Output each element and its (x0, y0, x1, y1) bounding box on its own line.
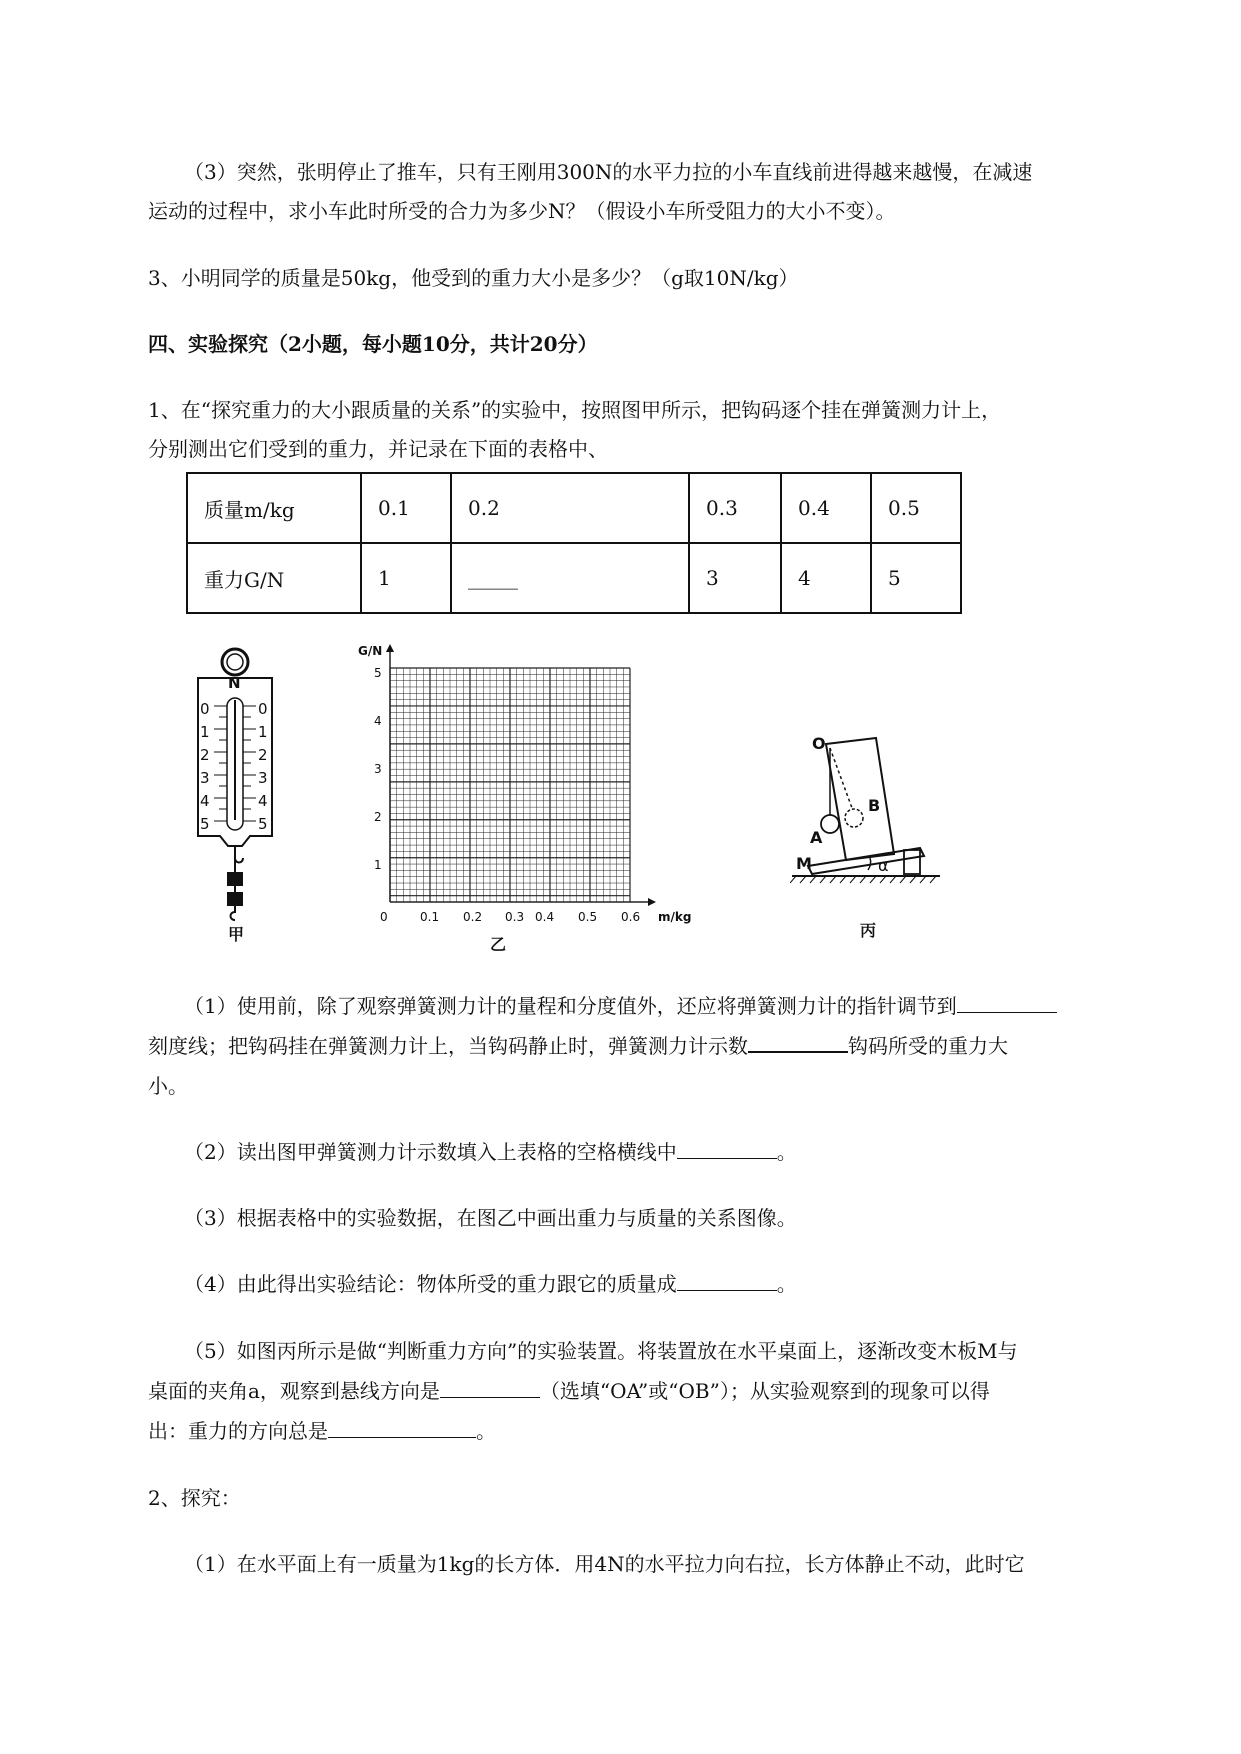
grid-graph[interactable] (350, 640, 700, 950)
label-b: B (868, 796, 881, 815)
label-a: A (810, 828, 823, 847)
figure-jia-spring-scale (190, 640, 280, 944)
q2-end: 。 (776, 1140, 797, 1164)
scale-number: 2 (258, 746, 268, 764)
table-cell: 5 (871, 543, 961, 613)
figure-bing-apparatus (790, 720, 960, 940)
table-cell: 0.1 (361, 473, 451, 543)
scale-number: 1 (258, 723, 268, 741)
section-4-heading: 四、实验探究（2小题，每小题10分，共计20分） (148, 332, 598, 356)
q1-line1 (148, 988, 1194, 1024)
scale-number: 3 (258, 769, 268, 787)
q2 (148, 1134, 1194, 1170)
q5-line3 (148, 1413, 1158, 1449)
q3-line2: 运动的过程中，求小车此时所受的合力为多少N？（假设小车所受阻力的大小不变）。 (148, 199, 896, 223)
q5-text: 桌面的夹角a，观察到悬线方向是 (148, 1379, 440, 1403)
answer-blank[interactable] (677, 1268, 777, 1291)
data-table (186, 472, 962, 614)
experiment-2: 2、探究： (148, 1486, 241, 1510)
y-tick-label: 1 (374, 858, 382, 872)
scale-right-numbers (258, 698, 268, 836)
answer-blank[interactable] (677, 1136, 777, 1159)
table-cell: 0.3 (689, 473, 781, 543)
experiment-1-line1: 1、在“探究重力的大小跟质量的关系”的实验中，按照图甲所示，把钩码逐个挂在弹簧测力计上， (148, 398, 1002, 422)
y-tick-label: 5 (374, 666, 382, 680)
q1-text: 刻度线；把钩码挂在弹簧测力计上，当钩码静止时，弹簧测力计示数 (148, 1034, 748, 1058)
scale-number: 5 (200, 815, 210, 833)
experiment-1-line2: 分别测出它们受到的重力，并记录在下面的表格中、 (148, 437, 608, 461)
table-cell: 质量m/kg (187, 473, 361, 543)
q1-text: （1）使用前，除了观察弹簧测力计的量程和分度值外，还应将弹簧测力计的指针调节到 (184, 994, 957, 1018)
x-tick-label: 0 (380, 910, 388, 924)
q4-end: 。 (776, 1272, 797, 1296)
problem-3: 3、小明同学的质量是50kg，他受到的重力大小是多少？（g取10N/kg） (148, 266, 799, 290)
answer-blank[interactable] (440, 1375, 540, 1398)
answer-blank[interactable] (328, 1415, 476, 1438)
scale-number: 5 (258, 815, 268, 833)
y-tick-label: 3 (374, 762, 382, 776)
scale-top-label: N (228, 674, 241, 692)
q2-text: （2）读出图甲弹簧测力计示数填入上表格的空格横线中 (184, 1140, 677, 1164)
figure-bing-caption: 丙 (860, 921, 877, 940)
table-cell: 1 (361, 543, 451, 613)
scale-number: 0 (258, 700, 268, 718)
figure-yi-caption: 乙 (490, 935, 507, 954)
x-tick-label: 0.6 (621, 910, 641, 924)
table-cell[interactable]: _____ (451, 543, 689, 613)
x-tick-label: 0.3 (505, 910, 525, 924)
q5-end: 。 (476, 1419, 496, 1443)
figure-yi-grid (350, 640, 700, 954)
table-cell: 3 (689, 543, 781, 613)
q5-text: （选填“OA”或“OB”）；从实验观察到的现象可以得 (539, 1379, 990, 1403)
label-alpha: α (878, 856, 889, 875)
figure-jia-caption: 甲 (228, 925, 245, 944)
q3-line1: （3）突然，张明停止了推车，只有王刚用300N的水平力拉的小车直线前进得越来越慢，在减速 (184, 160, 1033, 184)
x-axis-arrow-icon (648, 898, 656, 906)
answer-blank[interactable] (748, 1029, 848, 1053)
table-cell: 重力G/N (187, 543, 361, 613)
q4 (148, 1266, 1194, 1302)
x-axis-label: m/kg (658, 910, 692, 924)
x-tick-label: 0.4 (535, 910, 555, 924)
q1-text: 钩码所受的重力大 (848, 1034, 1008, 1058)
y-tick-label: 4 (374, 714, 382, 728)
q5-line2 (148, 1373, 1158, 1409)
scale-number: 2 (200, 746, 210, 764)
y-tick-label: 2 (374, 810, 382, 824)
x-tick-label: 0.5 (578, 910, 598, 924)
table-cell: 0.4 (781, 473, 871, 543)
x-tick-label: 0.2 (463, 910, 483, 924)
scale-number: 1 (200, 723, 210, 741)
q4-text: （4）由此得出实验结论：物体所受的重力跟它的质量成 (184, 1272, 677, 1296)
scale-number: 4 (258, 792, 268, 810)
table-cell: 0.2 (451, 473, 689, 543)
y-axis-arrow-icon (386, 644, 394, 652)
label-m: M (796, 854, 812, 873)
q5-line1: （5）如图丙所示是做“判断重力方向”的实验装置。将装置放在水平桌面上，逐渐改变木板M与 (184, 1339, 1018, 1363)
q3: （3）根据表格中的实验数据，在图乙中画出重力与质量的关系图像。 (184, 1206, 797, 1230)
scale-number: 0 (200, 700, 210, 718)
y-axis-label: G/N (358, 644, 383, 658)
scale-left-numbers (200, 698, 210, 836)
experiment-2-q1: （1）在水平面上有一质量为1kg的长方体．用4N的水平拉力向右拉，长方体静止不动，此时它 (184, 1552, 1025, 1576)
table-row (187, 543, 961, 613)
scale-number: 4 (200, 792, 210, 810)
q5-text: 出：重力的方向总是 (148, 1419, 328, 1443)
table-cell: 4 (781, 543, 871, 613)
q1-line3: 小。 (148, 1074, 188, 1098)
answer-blank[interactable] (957, 990, 1057, 1013)
table-cell: 0.5 (871, 473, 961, 543)
x-tick-label: 0.1 (420, 910, 440, 924)
q1-line2 (148, 1028, 1158, 1064)
scale-number: 3 (200, 769, 210, 787)
label-o: O (812, 734, 826, 753)
table-row (187, 473, 961, 543)
